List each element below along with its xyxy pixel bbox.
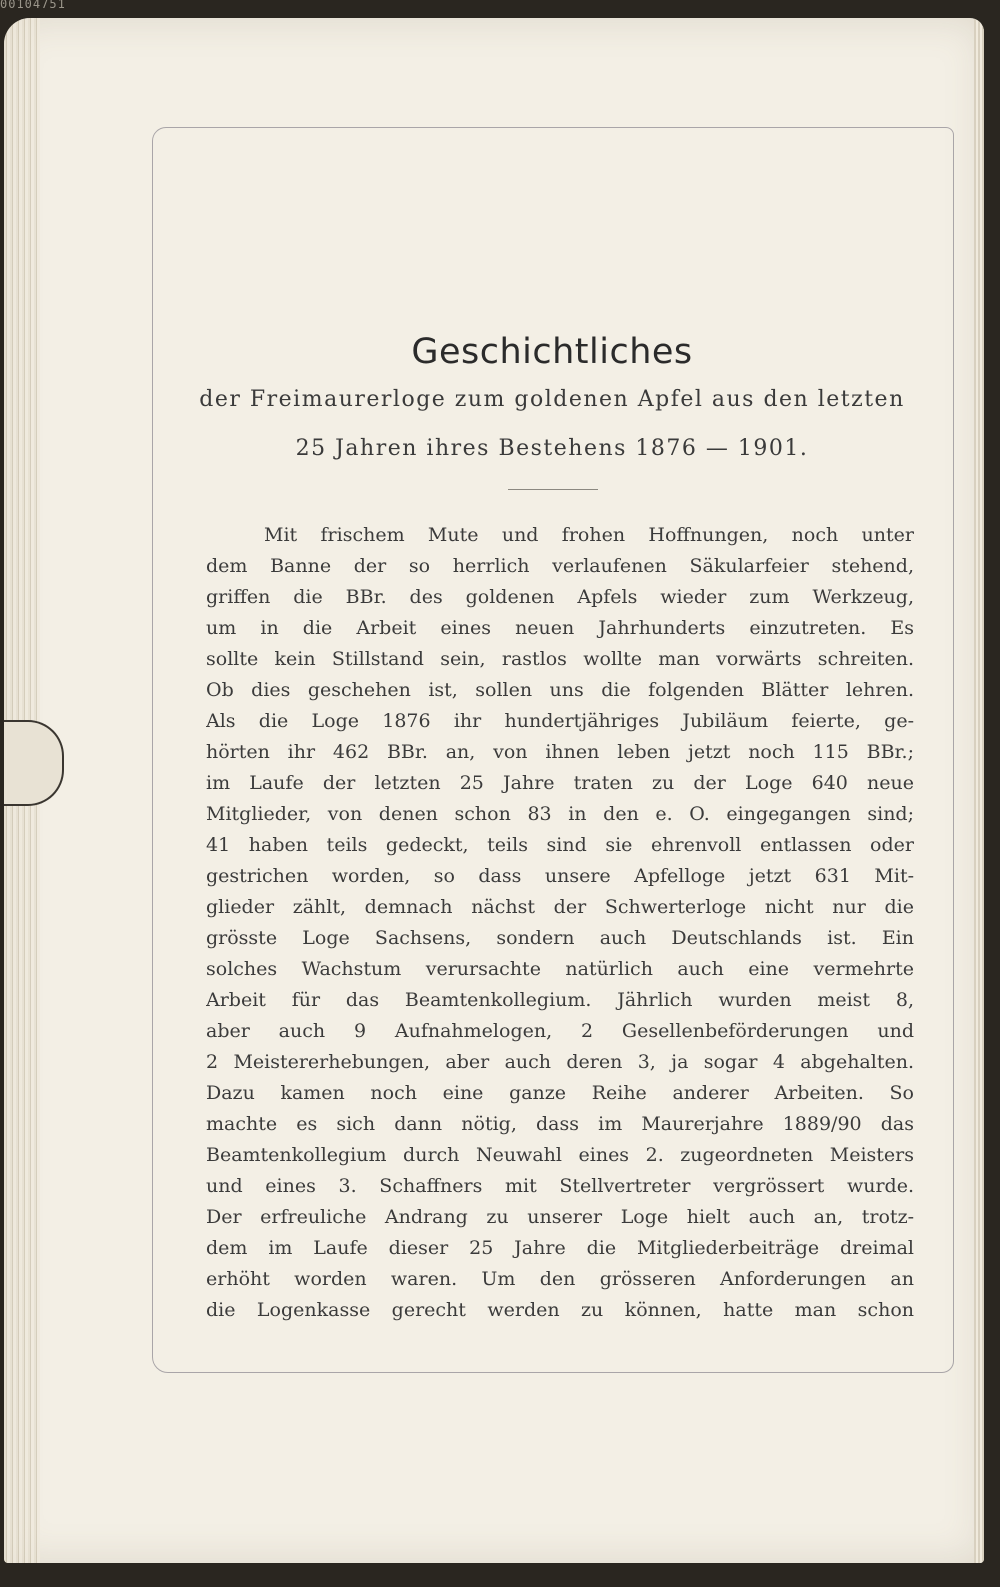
body-line: Als die Loge 1876 ihr hundertjähriges Jubiläum feierte, ge- (206, 710, 914, 732)
body-line: Mitglieder, von denen schon 83 in den e. O. eingegangen sind; (206, 803, 914, 825)
body-line: Dazu kamen noch eine ganze Reihe anderer Arbeiten. So (206, 1082, 914, 1104)
body-line: Ob dies geschehen ist, sollen uns die folgenden Blätter lehren. (206, 679, 914, 701)
body-line: erhöht worden waren. Um den grösseren Anforderungen an (206, 1268, 914, 1290)
binding-clip (4, 720, 64, 806)
body-line: 2 Meistererhebungen, aber auch deren 3, ja sogar 4 abgehalten. (206, 1051, 914, 1073)
body-line: grösste Loge Sachsens, sondern auch Deutschlands ist. Ein (206, 927, 914, 949)
title-divider (508, 489, 598, 490)
body-line: dem im Laufe dieser 25 Jahre die Mitgliederbeiträge dreimal (206, 1237, 914, 1259)
body-line: Mit frischem Mute und frohen Hoffnungen, noch unter (264, 524, 914, 546)
body-line: dem Banne der so herrlich verlaufenen Säkularfeier stehend, (206, 555, 914, 577)
body-line: Der erfreuliche Andrang zu unserer Loge hielt auch an, trotz- (206, 1206, 914, 1228)
body-line: griffen die BBr. des goldenen Apfels wieder zum Werkzeug, (206, 586, 914, 608)
body-line: aber auch 9 Aufnahmelogen, 2 Gesellenbeförderungen und (206, 1020, 914, 1042)
body-line: Arbeit für das Beamtenkollegium. Jährlich wurden meist 8, (206, 989, 914, 1011)
subtitle-line-2: 25 Jahren ihres Bestehens 1876 — 1901. (295, 436, 809, 461)
body-line: sollte kein Stillstand sein, rastlos wollte man vorwärts schreiten. (206, 648, 914, 670)
body-line: solches Wachstum verursachte natürlich auch eine vermehrte (206, 958, 914, 980)
body-line: Beamtenkollegium durch Neuwahl eines 2. zugeordneten Meisters (206, 1144, 914, 1166)
body-line: und eines 3. Schaffners mit Stellvertreter vergrössert wurde. (206, 1175, 914, 1197)
body-line: glieder zählt, demnach nächst der Schwerterloge nicht nur die (206, 896, 914, 918)
page-edges-right (974, 18, 984, 1563)
body-line: 41 haben teils gedeckt, teils sind sie ehrenvoll entlassen oder (206, 834, 914, 856)
body-line: hörten ihr 462 BBr. an, von ihnen leben jetzt noch 115 BBr.; (206, 741, 914, 763)
scan-id-label: 00104751 (0, 0, 66, 11)
body-text (206, 520, 914, 1326)
body-line: die Logenkasse gerecht werden zu können, hatte man schon (206, 1299, 914, 1321)
body-line: um in die Arbeit eines neuen Jahrhunderts einzutreten. Es (206, 617, 914, 639)
subtitle-line-1: der Freimaurerloge zum goldenen Apfel aus den letzten (199, 387, 905, 412)
body-line: im Laufe der letzten 25 Jahre traten zu der Loge 640 neue (206, 772, 914, 794)
body-line: machte es sich dann nötig, dass im Maurerjahre 1889/90 das (206, 1113, 914, 1135)
body-line: gestrichen worden, so dass unsere Apfelloge jetzt 631 Mit- (206, 865, 914, 887)
page-title: Geschichtliches (411, 332, 693, 372)
